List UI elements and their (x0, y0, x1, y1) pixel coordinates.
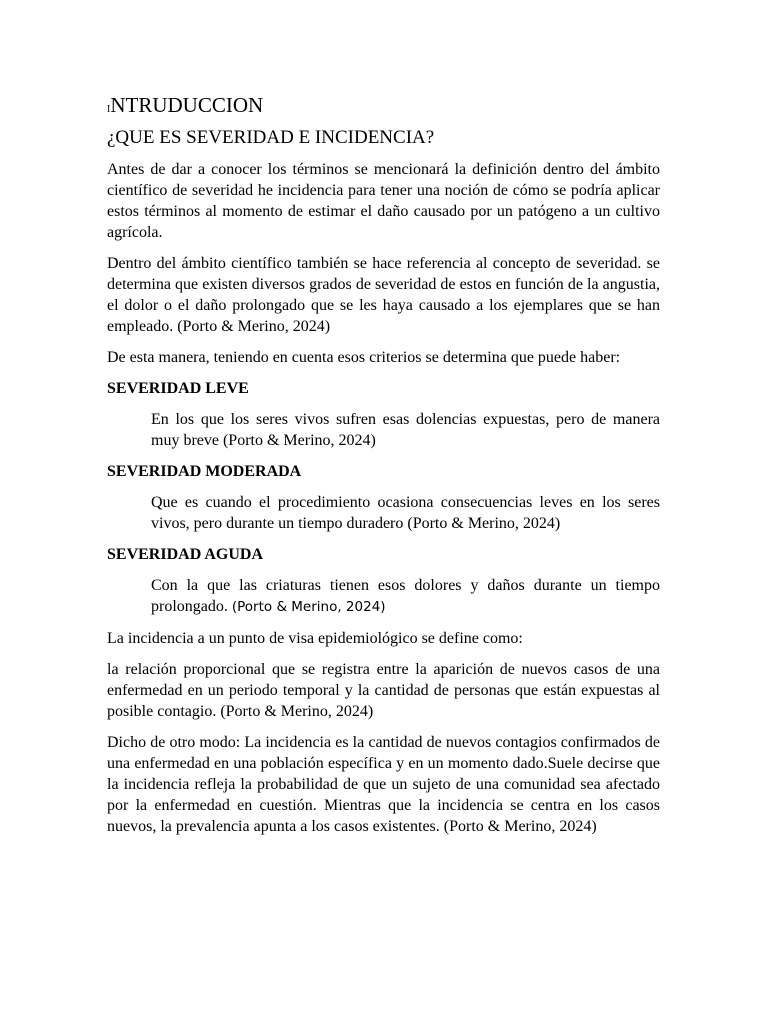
paragraph-severity-concept: Dentro del ámbito científico también se hace referencia al concepto de severidad. se determina que existen diversos grados de severidad de estos en función de la angustia, el dolor o el daño prolongado que se les haya causado a los ejemplares que se han empleado. (Porto & Merino, 2024) (107, 255, 660, 335)
title-initial: I (107, 104, 111, 115)
heading-severidad-aguda: SEVERIDAD AGUDA (107, 546, 264, 563)
title-rest: NTRUDUCCION (110, 93, 264, 117)
document-title (107, 91, 660, 119)
document-page (107, 91, 660, 847)
paragraph-incidence-definition: la relación proporcional que se registra entre la aparición de nuevos casos de una enfermedad en un periodo temporal y la cantidad de personas que están expuestas al posible contagio. (Porto & Merino, 2024) (107, 661, 660, 720)
citation-severidad-aguda: (Porto & Merino, 2024) (231, 599, 386, 615)
text-severidad-leve: En los que los seres vivos sufren esas dolencias expuestas, pero de manera muy breve (Porto & Merino, 2024) (151, 411, 660, 449)
heading-severidad-moderada: SEVERIDAD MODERADA (107, 463, 302, 480)
text-severidad-aguda-block (151, 575, 660, 618)
paragraph-incidence-explained: Dicho de otro modo: La incidencia es la cantidad de nuevos contagios confirmados de una enfermedad en una población específica y en un momento dado.Suele decirse que la incidencia refleja la probabilidad de que un sujeto de una comunidad sea afectado por la enfermedad en cuestión. Mientras que la incidencia se centra en los casos nuevos, la prevalencia apunta a los casos existentes. (Porto & Merino, 2024) (107, 734, 660, 835)
text-severidad-moderada: Que es cuando el procedimiento ocasiona consecuencias leves en los seres vivos, pero durante un tiempo duradero (Porto & Merino, 2024) (151, 494, 660, 532)
paragraph-incidence-intro: La incidencia a un punto de visa epidemiológico se define como: (107, 630, 523, 647)
paragraph-criteria: De esta manera, teniendo en cuenta esos criterios se determina que puede haber: (107, 349, 621, 366)
paragraph-intro: Antes de dar a conocer los términos se mencionará la definición dentro del ámbito científico de severidad he incidencia para tener una noción de cómo se podría aplicar estos términos al momento de estimar el daño causado por un patógeno a un cultivo agrícola. (107, 161, 660, 241)
text-severidad-aguda: Con la que las criaturas tienen esos dolores y daños durante un tiempo prolongado. (151, 577, 660, 615)
document-subtitle: ¿QUE ES SEVERIDAD E INCIDENCIA? (107, 127, 435, 148)
heading-severidad-leve: SEVERIDAD LEVE (107, 380, 249, 397)
